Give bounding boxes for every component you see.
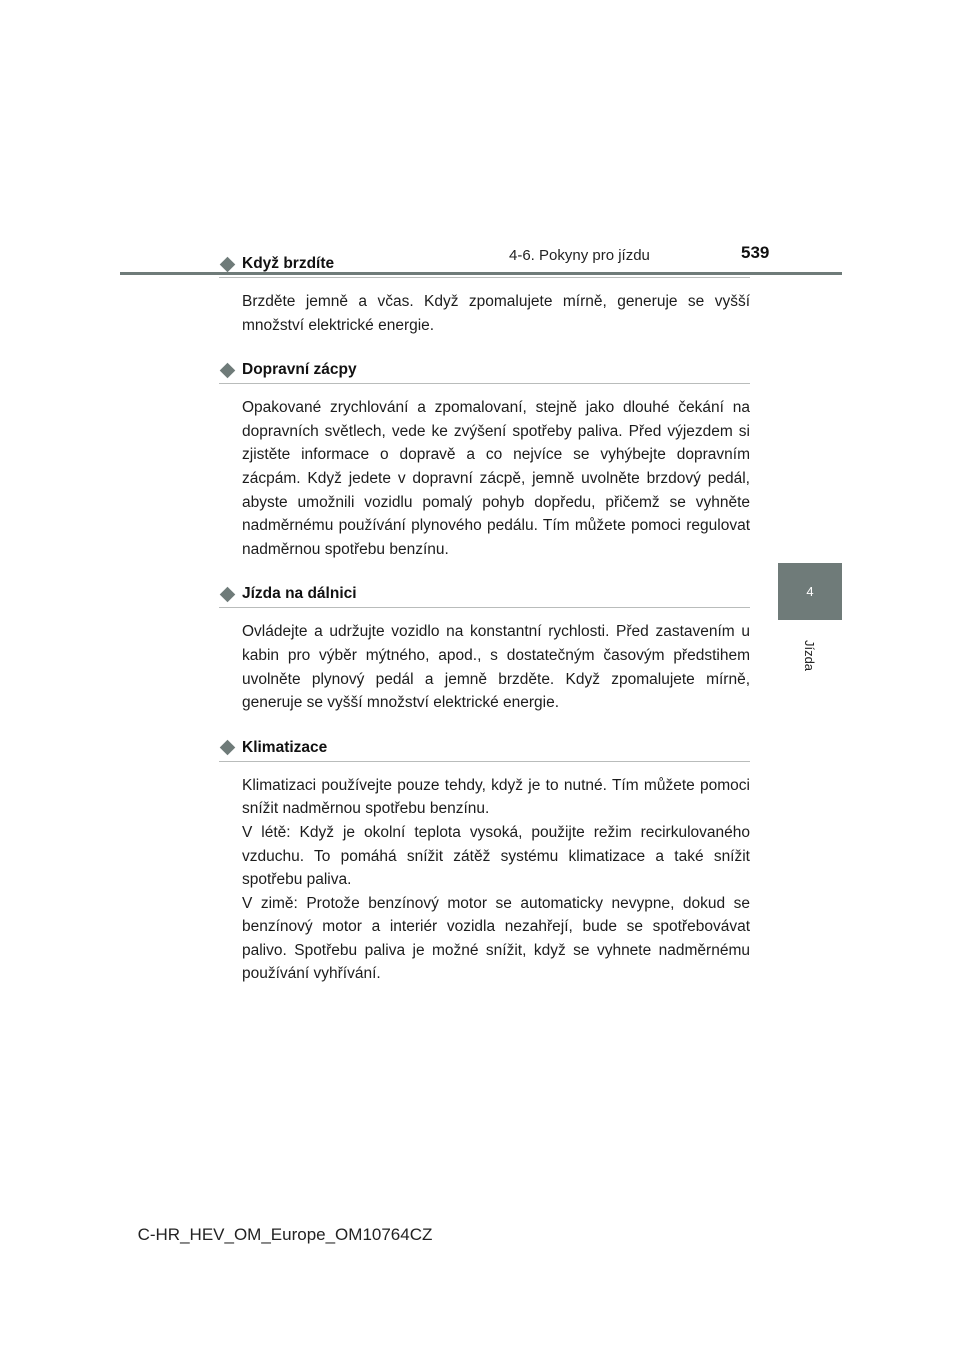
section-heading (219, 357, 750, 384)
section-braking (219, 251, 750, 337)
section-heading-text: Dopravní zácpy (242, 361, 357, 379)
section-heading-text: Klimatizace (242, 738, 328, 756)
diamond-bullet-icon (220, 587, 236, 603)
section-highway (219, 581, 750, 714)
section-heading-text: Když brzdíte (242, 255, 335, 272)
page-number: 539 (741, 243, 770, 262)
paragraph: Klimatizaci používejte pouze tehdy, když je to nutné. Tím můžete pomoci snížit nadměrnou spotřebu benzínu. (242, 776, 750, 818)
section-heading-text: Jízda na dálnici (242, 585, 357, 603)
diamond-bullet-icon (220, 740, 236, 756)
paragraph: Ovládejte a udržujte vozidlo na konstantní rychlosti. Před zastavením u kabin pro výběr mýtného, apod., s dostatečným časovým předstihem uvolněte plynový pedál a jemně brzděte. Když zpomalujete mírně, generuje se vyšší množství elektrické energie. (242, 623, 750, 712)
paragraph: Brzděte jemně a včas. Když zpomalujete mírně, generuje se vyšší množství elektrické energie. (242, 293, 750, 334)
paragraph: V zimě: Protože benzínový motor se automaticky nevypne, dokud se benzínový motor a interiér vozidla nezahřejí, bude se spotřebovávat palivo. Spotřebu paliva je možné snížit, když se vyhnete nadměrnému používání vyhřívání. (242, 894, 750, 983)
chapter-tab (778, 563, 842, 620)
section-body (219, 278, 750, 337)
chapter-number: 4 (806, 584, 814, 599)
section-body (219, 762, 750, 986)
section-body (219, 384, 750, 561)
section-air-conditioning (219, 735, 750, 986)
paragraph: V létě: Když je okolní teplota vysoká, použijte režim recirkulovaného vzduchu. To pomáhá snížit zátěž systému klimatizace a také snížit spotřebu paliva. (242, 823, 750, 889)
section-heading (219, 735, 750, 762)
section-traffic-jams (219, 357, 750, 561)
diamond-bullet-icon (220, 362, 236, 378)
section-heading (219, 251, 750, 278)
header-section-title: 4-6. Pokyny pro jízdu (509, 247, 650, 264)
section-heading (219, 581, 750, 608)
footer (0, 1225, 960, 1245)
main-content (219, 251, 750, 986)
chapter-label: Jízda (802, 639, 818, 671)
document-code: C-HR_HEV_OM_Europe_OM10764CZ (137, 1225, 433, 1244)
paragraph: Opakované zrychlování a zpomalovaní, stejně jako dlouhé čekání na dopravních světlech, vede ke zvýšení spotřeby paliva. Před výjezdem si zjistěte informace o dopravě a co nejvíce se vyhýbejte dopravním zácpám. Když jedete v dopravní zácpě, jemně uvolněte brzdový pedál, abyste umožnili vozidlu pomalý pohyb dopředu, přičemž se vyhněte nadměrnému používání plynového pedálu. Tím můžete pomoci regulovat nadměrnou spotřebu benzínu. (242, 399, 750, 558)
section-body (219, 608, 750, 714)
chapter-label-container (778, 630, 842, 680)
diamond-bullet-icon (220, 256, 236, 272)
